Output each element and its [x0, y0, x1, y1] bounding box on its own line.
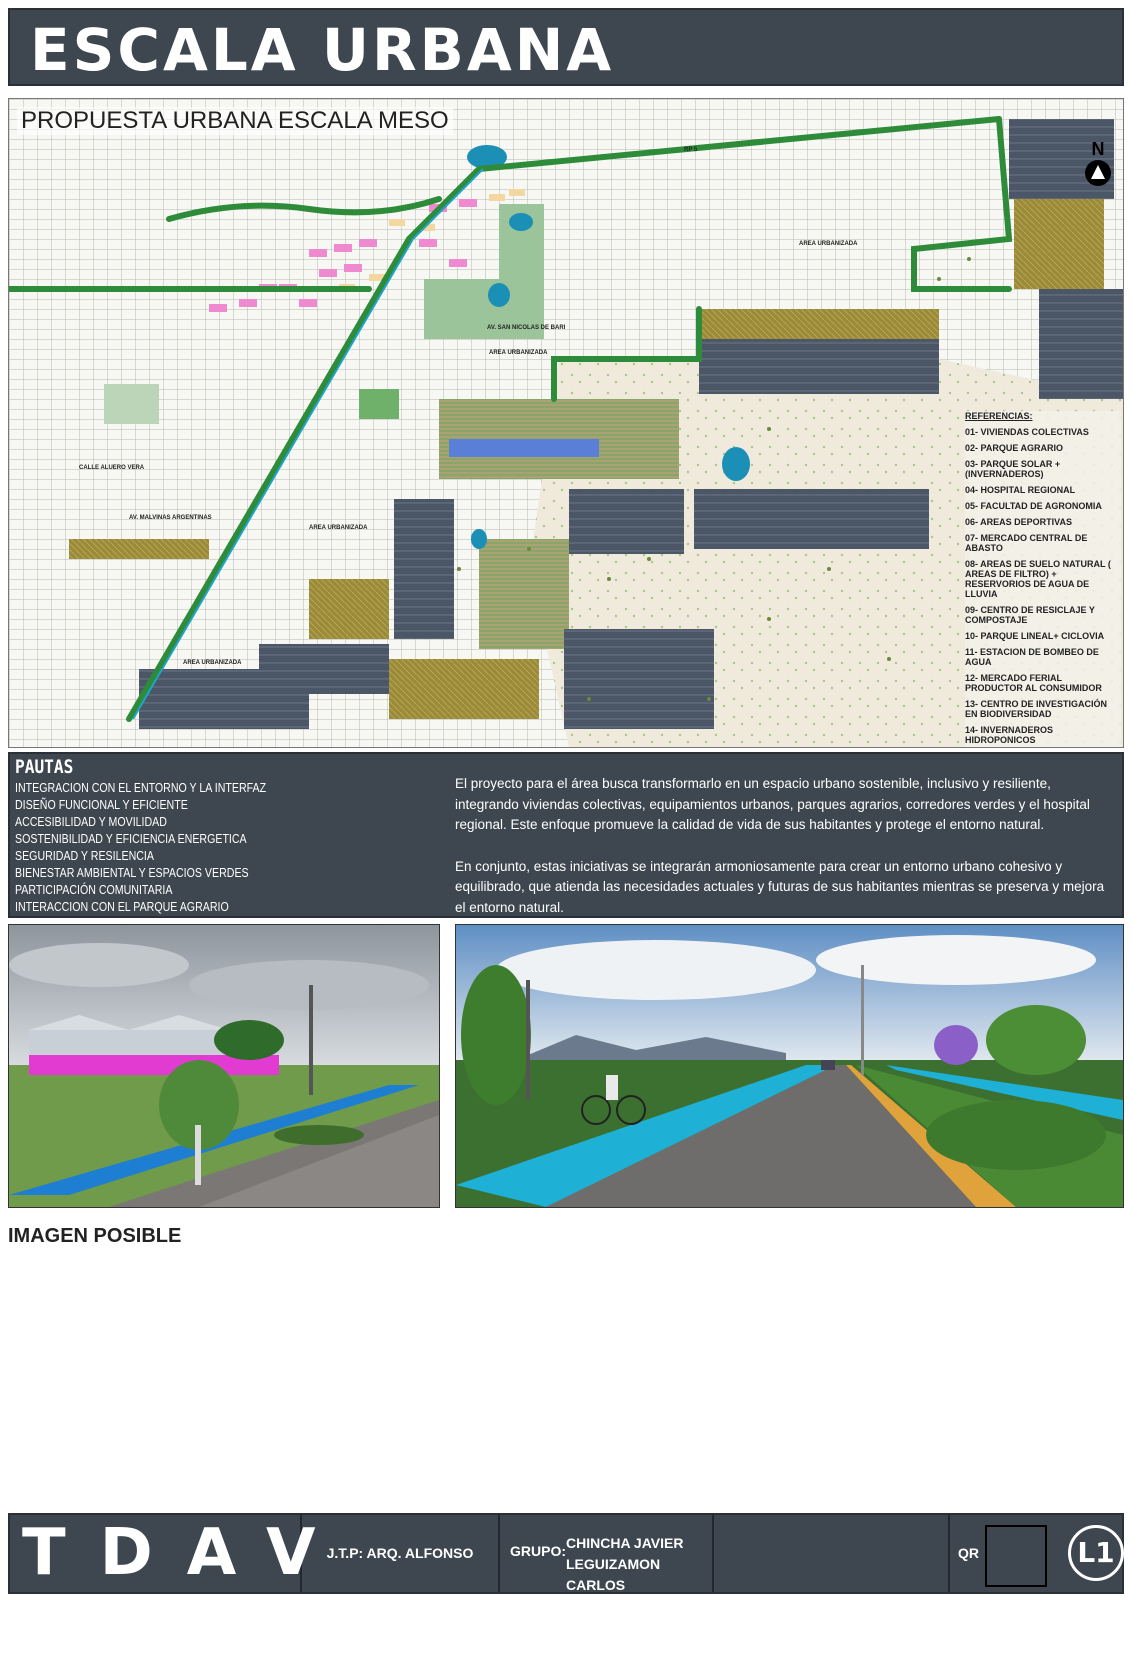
description-paragraph: En conjunto, estas iniciativas se integrarán armoniosamente para crear un entorno urbano cohesivo y equilibrado, que atienda las necesidades actuales y futuras de sus habitantes mientras se preserva y mejora el entorno natural. — [455, 858, 1105, 915]
group-credit — [500, 1515, 714, 1592]
pauta-item: SEGURIDAD Y RESILENCIA — [15, 849, 154, 863]
reference-item: 14- INVERNADEROS HIDROPONICOS — [965, 725, 1054, 745]
crop-field — [309, 579, 389, 639]
reference-item: 09- CENTRO DE RESICLAJE Y COMPOSTAJE — [965, 605, 1095, 625]
footer-blank-cell — [714, 1515, 950, 1592]
title-banner — [8, 8, 1124, 86]
street-label-area-urbanizada: AREA URBANIZADA — [309, 525, 368, 531]
reference-item: 13- CENTRO DE INVESTIGACIÓN EN BIODIVERSIDAD — [965, 699, 1108, 719]
project-description — [455, 774, 1115, 939]
pauta-item: SOSTENIBILIDAD Y EFICIENCIA ENERGETICA — [15, 832, 247, 846]
jtp-credit: J.T.P: ARQ. ALFONSO DANIEL — [302, 1515, 500, 1592]
render-road-bikelane — [455, 924, 1124, 1208]
street-label-rp5: RP 5 — [684, 147, 698, 153]
street-label-san-nicolas: AV. SAN NICOLAS DE BARI — [487, 325, 566, 331]
green-park — [104, 384, 159, 424]
pauta-item: BIENESTAR AMBIENTAL Y ESPACIOS VERDES — [15, 866, 249, 880]
street-label-area-urbanizada: AREA URBANIZADA — [799, 241, 858, 247]
qr-code-placeholder — [985, 1525, 1047, 1587]
solar-park — [1039, 289, 1123, 399]
pauta-item: INTERACCION CON EL PARQUE AGRARIO — [15, 900, 229, 914]
group-label: GRUPO: — [510, 1543, 566, 1559]
reference-item: 02- PARQUE AGRARIO — [965, 443, 1064, 453]
images-caption: IMAGEN POSIBLE — [8, 1225, 182, 1247]
pauta-item: PARTICIPACIÓN COMUNITARIA — [15, 883, 173, 897]
reference-item: 03- PARQUE SOLAR + (INVERNADEROS) — [965, 459, 1061, 479]
group-members — [566, 1533, 712, 1596]
crop-strip — [69, 539, 209, 559]
street-label-area-urbanizada: AREA URBANIZADA — [183, 660, 242, 666]
tdav-logo: TDAV — [10, 1515, 302, 1592]
map-references — [965, 411, 1121, 748]
solar-park — [699, 339, 939, 394]
qr-label: QR — [958, 1545, 979, 1561]
crop-field — [389, 659, 539, 719]
agrarian-park-field — [479, 539, 569, 649]
map-drawing — [9, 99, 1123, 747]
reference-item: 12- MERCADO FERIAL PRODUCTOR AL CONSUMIDOR — [965, 673, 1102, 693]
pautas-title: PAUTAS — [15, 756, 74, 778]
north-arrow — [1083, 139, 1113, 186]
north-label: N — [1091, 139, 1105, 159]
sheet-code: L1 — [1068, 1525, 1124, 1581]
street-label-area-urbanizada: AREA URBANIZADA — [489, 350, 548, 356]
reference-item: 06- AREAS DEPORTIVAS — [965, 517, 1073, 527]
street-label-malvinas: AV. MALVINAS ARGENTINAS — [129, 515, 212, 521]
solar-park — [259, 644, 389, 694]
pauta-item: ACCESIBILIDAD Y MOVILIDAD — [15, 815, 167, 829]
hospital-regional — [359, 389, 399, 419]
reference-item: 10- PARQUE LINEAL+ CICLOVIA — [965, 631, 1105, 641]
reference-item: 08- AREAS DE SUELO NATURAL ( AREAS DE FILTRO) + RESERVORIOS DE AGUA DE LLUVIA — [965, 559, 1111, 599]
pautas-panel — [8, 752, 1124, 918]
urban-plan-map — [8, 98, 1124, 748]
render-greenhouse-bikelane — [8, 924, 440, 1208]
page-title: ESCALA URBANA — [30, 16, 615, 84]
solar-park — [394, 499, 454, 639]
references-title: REFERENCIAS: — [965, 411, 1033, 421]
qr-cell — [950, 1515, 1122, 1592]
pauta-item: INTEGRACION CON EL ENTORNO Y LA INTERFAZ — [15, 781, 267, 795]
reference-item: 05- FACULTAD DE AGRONOMIA — [965, 501, 1102, 511]
crop-field — [1014, 199, 1104, 289]
reference-item: 04- HOSPITAL REGIONAL — [965, 485, 1076, 495]
solar-park — [694, 489, 929, 549]
description-paragraph: El proyecto para el área busca transformarlo en un espacio urbano sostenible, inclusivo y resiliente, integrando viviendas colectivas, equipamientos urbanos, parques agrarios, corredores verdes y el hospital regional. Este enfoque promueve la calidad de vida de sus habitantes y protege el entorno natural. — [455, 776, 1090, 832]
solar-park — [564, 629, 714, 729]
solar-park — [569, 489, 684, 554]
pauta-item: DISEÑO FUNCIONAL Y EFICIENTE — [15, 798, 188, 812]
group-member: LEGUIZAMON CARLOS — [566, 1556, 661, 1593]
pautas-list — [15, 780, 266, 916]
group-member: CHINCHA JAVIER — [566, 1535, 684, 1551]
reference-item: 11- ESTACION DE BOMBEO DE AGUA — [965, 647, 1099, 667]
map-title: PROPUESTA URBANA ESCALA MESO — [17, 107, 453, 135]
north-arrow-icon — [1085, 160, 1111, 186]
reference-item: 07- MERCADO CENTRAL DE ABASTO — [965, 533, 1088, 553]
solar-panels-blue — [449, 439, 599, 457]
footer-bar — [8, 1513, 1124, 1638]
reference-item: 01- VIVIENDAS COLECTIVAS — [965, 427, 1089, 437]
street-label-aluero-vera: CALLE ALUERO VERA — [79, 465, 145, 471]
